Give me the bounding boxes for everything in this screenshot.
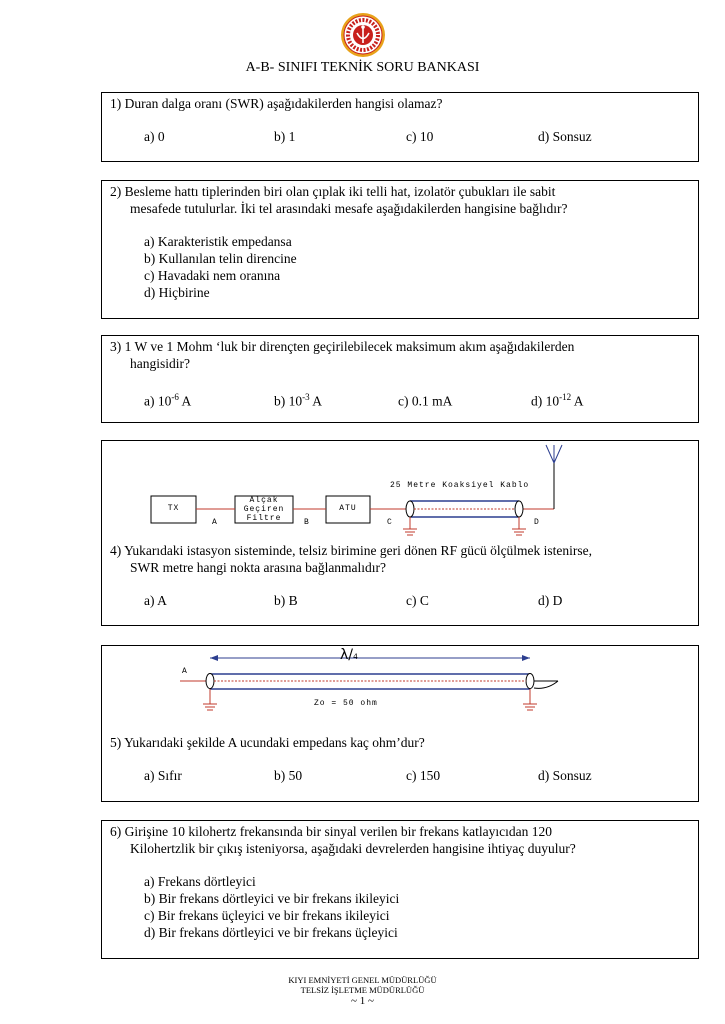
point-a-label: A <box>212 518 218 527</box>
question-5 <box>101 645 699 802</box>
option-a: a) Sıfır <box>144 768 182 783</box>
option-c: c) 10 <box>406 129 434 144</box>
question-text: 3) 1 W ve 1 Mohm ‘luk bir dirençten geçirilebilecek maksimum akım aşağıdakilerden <box>110 339 575 354</box>
point-c-label: C <box>387 518 393 527</box>
station-diagram <box>102 441 698 541</box>
option-b: b) 1 <box>274 129 296 144</box>
option-a: a) Karakteristik empedansa <box>144 234 292 249</box>
ground-icon <box>523 689 537 710</box>
question-text-cont: hangisidir? <box>130 356 190 371</box>
filter-label: Alçak Geçiren Filtre <box>243 496 285 523</box>
footer-dept: TELSİZ İŞLETME MÜDÜRLÜĞÜ <box>300 985 425 995</box>
question-text: 6) Girişine 10 kilohertz frekansında bir sinyal verilen bir frekans katlayıcıdan 120 <box>110 824 552 839</box>
question-4 <box>101 440 699 626</box>
option-a: a) Frekans dörtleyici <box>144 874 256 889</box>
page-title: A-B- SINIFI TEKNİK SORU BANKASI <box>245 60 480 75</box>
question-2 <box>101 180 699 319</box>
atu-label: ATU <box>339 504 357 513</box>
question-text: 1) Duran dalga oranı (SWR) aşağıdakilerden hangisi olamaz? <box>110 96 443 111</box>
option-a: a) A <box>144 593 167 608</box>
option-b: b) Kullanılan telin direncine <box>144 251 297 266</box>
question-text: 5) Yukarıdaki şekilde A ucundaki empedans kaç ohm’dur? <box>110 735 425 750</box>
question-text-cont: Kilohertzlik bir çıkış isteniyorsa, aşağıdaki devrelerden hangisine ihtiyaç duyulur? <box>130 841 576 856</box>
ground-icon <box>403 517 417 535</box>
tx-label: TX <box>167 504 180 513</box>
option-b: b) 50 <box>274 768 303 783</box>
option-b: b) Bir frekans dörtleyici ve bir frekans ikileyici <box>144 891 400 906</box>
option-d: d) Sonsuz <box>538 768 592 783</box>
question-3 <box>101 335 699 423</box>
option-a: a) 0 <box>144 129 165 144</box>
option-d: d) Bir frekans dörtleyici ve bir frekans üçleyici <box>144 925 398 940</box>
line-diagram <box>102 646 698 726</box>
option-c: c) C <box>406 593 429 608</box>
point-b-label: B <box>304 518 310 527</box>
point-a-label: A <box>182 667 188 676</box>
point-d-label: D <box>534 518 540 527</box>
ground-icon <box>512 517 526 535</box>
question-text: 2) Besleme hattı tiplerinden biri olan çıplak iki telli hat, izolatör çubukları ile sabit <box>110 184 556 199</box>
option-b: b) B <box>274 593 298 608</box>
question-text: 4) Yukarıdaki istasyon sisteminde, telsiz birimine geri dönen RF gücü ölçülmek istenirse, <box>110 543 593 558</box>
cable-label: 25 Metre Koaksiyel Kablo <box>390 481 530 490</box>
kiyi-emniyeti-emblem-icon <box>340 12 386 58</box>
option-a: a) $10^{-6}$ A <box>144 392 192 409</box>
option-c: c) 0.1 mA <box>398 393 453 409</box>
option-d: d) D <box>538 593 563 608</box>
question-text-cont: SWR metre hangi nokta arasına bağlanmalıdır? <box>130 560 387 575</box>
option-c: c) 150 <box>406 768 441 783</box>
footer-org: KIYI EMNİYETİ GENEL MÜDÜRLÜĞÜ <box>288 975 437 985</box>
option-c: c) Havadaki nem oranına <box>144 268 281 283</box>
option-b: b) $10^{-3}$ A <box>274 392 323 409</box>
ground-icon <box>203 689 217 710</box>
quarter-wave-label: λ/4 <box>340 647 359 663</box>
question-text-cont: mesafede tutulurlar. İki tel arasındaki mesafe aşağıdakilerden hangisine bağlıdır? <box>130 201 568 216</box>
option-d: d) $10^{-12}$ A <box>531 392 584 409</box>
page-number: ~ 1 ~ <box>351 995 374 1007</box>
option-d: d) Hiçbirine <box>144 285 210 300</box>
impedance-label: Zo = 50 ohm <box>314 699 378 708</box>
antenna-icon <box>546 445 562 463</box>
option-c: c) Bir frekans üçleyici ve bir frekans ikileyici <box>144 908 390 923</box>
question-1 <box>101 92 699 162</box>
option-d: d) Sonsuz <box>538 129 592 144</box>
question-6 <box>101 820 699 959</box>
